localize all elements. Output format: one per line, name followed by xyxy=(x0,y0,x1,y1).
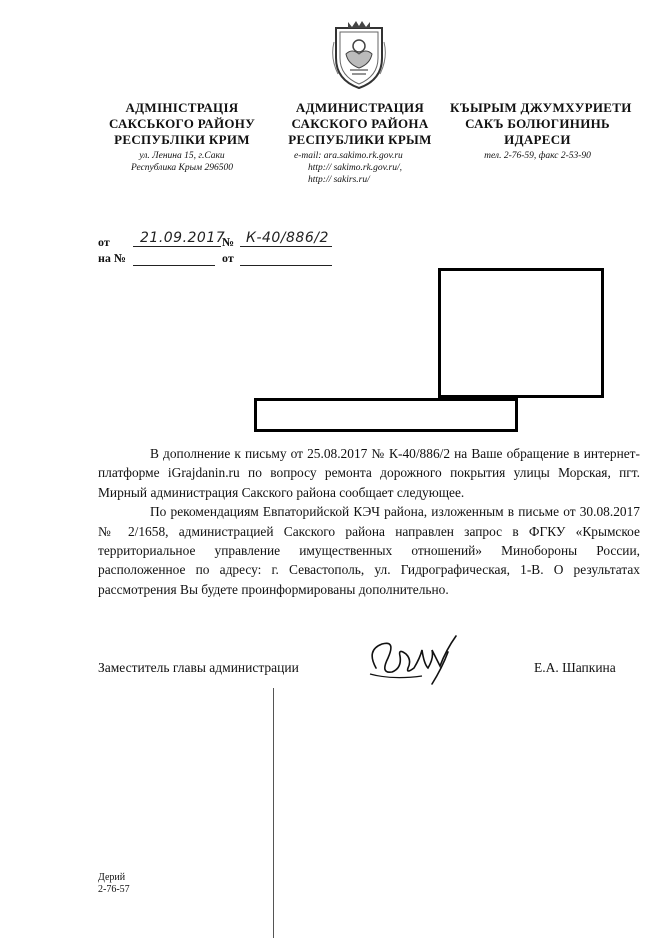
header-left-address-1: ул. Ленина 15, г.Саки xyxy=(139,151,225,161)
header-right-line-1: КЪЫРЫМ ДЖУМХУРИЕТИ xyxy=(450,100,632,115)
signatory-name: Е.А. Шапкина xyxy=(534,660,616,675)
coat-of-arms-emblem xyxy=(330,18,388,90)
fold-line xyxy=(273,688,274,938)
redacted-recipient-box xyxy=(438,268,604,398)
reg-number-label: № xyxy=(222,235,235,249)
reg-date-handwritten: 21.09.2017 xyxy=(140,230,226,246)
reg-on-number-line xyxy=(133,251,215,266)
header-left-line-3: РЕСПУБЛІКИ КРИМ xyxy=(114,132,250,147)
header-right-phone: тел. 2-76-59, факс 2-53-90 xyxy=(484,151,591,161)
header-right-line-3: ИДАРЕСИ xyxy=(504,132,571,147)
header-left-line-2: САКСЬКОГО РАЙОНУ xyxy=(108,116,256,131)
handwritten-signature xyxy=(362,628,472,690)
header-center-line-3: РЕСПУБЛИКИ КРЫМ xyxy=(288,132,432,147)
header-center-line-1: АДМИНИСТРАЦИЯ xyxy=(295,100,425,115)
reg-from-label: от xyxy=(98,235,110,249)
header-center-website-1: http:// sakimo.rk.gov.ru/, xyxy=(308,163,403,173)
letter-body xyxy=(98,444,640,599)
header-right-line-2: САКЪ БОЛЮГИНИНЬ xyxy=(465,116,610,131)
header-left-block xyxy=(102,100,262,174)
header-center-website-2: http:// sakirs.ru/ xyxy=(308,175,370,185)
body-paragraph-1: В дополнение к письму от 25.08.2017 № К-40/886/2 на Ваше обращение в интернет-платформе iGrajdanin.ru по вопросу ремонта дорожного покрытия улицы Морская, пгт. Мирный администрация Сакского района сообщает следующее. xyxy=(98,446,640,500)
header-right-block xyxy=(450,100,632,162)
body-paragraph-2: По рекомендациям Евпаторийской КЭЧ района, изложенным в письме от 30.08.2017 № 2/1658, администрацией Сакского района направлен запрос в ФГКУ «Крымское территориальное управление имущественных отношений» Минобороны России, расположенное по адресу: г. Севастополь, ул. Гидрографическая, 1-В. О результатах рассмотрения Вы будете проинформированы дополнительно. xyxy=(98,504,640,597)
header-left-line-1: АДМІНІСТРАЦІЯ xyxy=(125,100,239,115)
redacted-recipient-name-box xyxy=(254,398,518,432)
executor-name: Дерий xyxy=(98,872,126,883)
reg-number-handwritten: К-40/886/2 xyxy=(246,230,329,246)
header-center-line-2: САКСКОГО РАЙОНА xyxy=(291,116,429,131)
executor-phone: 2-76-57 xyxy=(98,884,130,895)
header-left-address-2: Республика Крым 296500 xyxy=(131,163,233,173)
header-center-block xyxy=(280,100,440,186)
header-center-email: e-mail: ara.sakimo.rk.gov.ru xyxy=(294,151,403,161)
reg-from-label-2: от xyxy=(222,251,234,265)
reg-from-line-2 xyxy=(240,251,332,266)
signatory-position: Заместитель главы администрации xyxy=(98,660,299,675)
reg-on-number-label: на № xyxy=(98,251,126,265)
